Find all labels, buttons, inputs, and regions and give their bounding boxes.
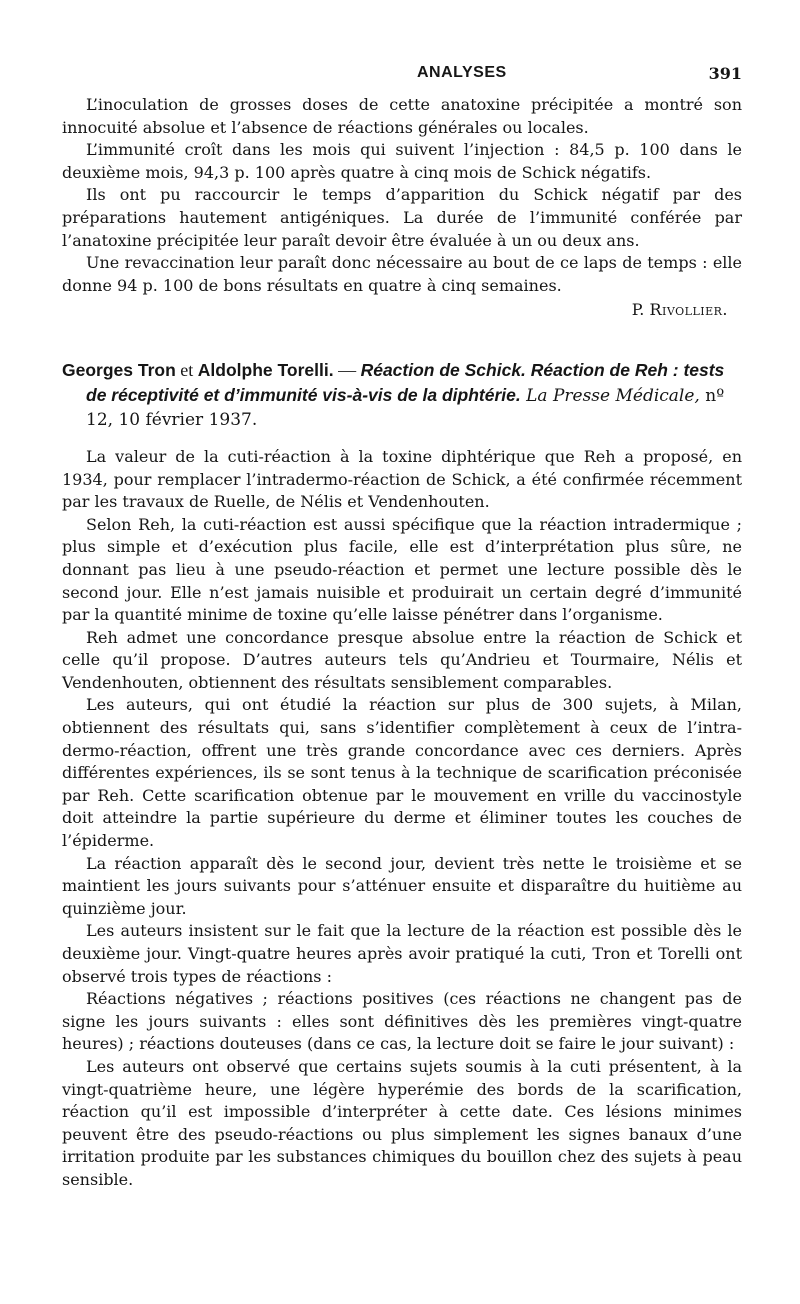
author-2: Aldolphe Torelli. <box>197 359 334 380</box>
author-conjunction: et <box>175 359 198 380</box>
paragraph: L’inoculation de grosses doses de cette anatoxine précipitée a montré son innocuité absolue et l’absence de réactions générales ou locales. <box>62 95 742 137</box>
paragraph: Reh admet une concordance presque absolue entre la réaction de Schick et celle qu’il propose. D’autres auteurs tels qu’Andrieu et Tourmaire, Nélis et Vendenhouten, obtiennent des résultats sensiblement comparables. <box>62 627 742 692</box>
bibliographic-reference <box>62 358 742 432</box>
paragraph: Selon Reh, la cuti-réaction est aussi spécifique que la réaction intradermique ; plus simple et d’exécution plus facile, elle est d’interprétation plus sûre, ne donnant pas lieu à une pseudo-réaction et permet une lecture possible dès le second jour. Elle n’est jamais nuisible et produirait un certain degré d’immunité par la quantité minime de toxine qu’elle laisse pénétrer dans l’organisme. <box>62 514 742 625</box>
paragraph: Les auteurs insistent sur le fait que la lecture de la réaction est possible dès le deuxième jour. Vingt-quatre heures après avoir pratiqué la cuti, Tron et Torelli ont observé trois types de réactions : <box>62 921 742 986</box>
signature-name: Rivollier. <box>649 300 728 320</box>
paragraph: La réaction apparaît dès le second jour, devient très nette le troisième et se maintient les jours suivants pour s’atténuer ensuite et disparaître du huitième au quinzième jour. <box>62 853 742 918</box>
paragraph: Les auteurs ont observé que certains sujets soumis à la cuti présentent, à la vingt-quatrième heure, une légère hyperémie des bords de la scarification, réaction qu’il est impossible d’interpréter à cette date. Ces lésions minimes peuvent être des pseudo-réactions ou plus simplement les signes banaux d’une irritation produite par les substances chimiques du bouillon chez des sujets à peau sensible. <box>62 1056 742 1189</box>
journal-name: La Presse Médicale, <box>526 385 700 406</box>
header-title: ANALYSES <box>417 64 507 81</box>
article-title: Réaction de Schick. Réaction de Reh : tests de réceptivité et d’immunité vis-à-vis de la diphtérie. <box>86 359 725 405</box>
review-body <box>62 446 742 1192</box>
page-number: 391 <box>708 64 742 83</box>
paragraph: Ils ont pu raccourcir le temps d’apparition du Schick négatif par des préparations hautement antigéniques. La durée de l’immunité conférée par l’anatoxine précipitée leur paraît devoir être évaluée à un ou deux ans. <box>62 185 742 250</box>
previous-review-section <box>62 94 742 322</box>
running-header <box>62 58 742 88</box>
paragraph: Les auteurs, qui ont étudié la réaction sur plus de 300 sujets, à Milan, obtiennent des résultats qui, sans s’identifier complètement à ceux de l’intra-dermo-réaction, offrent une très grande concordance avec ces derniers. Après différentes expériences, ils se sont tenus à la technique de scarification préconisée par Reh. Cette scarification obtenue par le mouvement en vrille du vaccinostyle doit atteindre la partie supérieure du derme et éliminer toutes les couches de l’épiderme. <box>62 695 742 851</box>
paragraph: Réactions négatives ; réactions positives (ces réactions ne changent pas de signe les jours suivants : elles sont définitives dès les premières vingt-quatre heures) ; réactions douteuses (dans ce cas, la lecture doit se faire le jour suivant) : <box>62 989 742 1054</box>
paragraph: La valeur de la cuti-réaction à la toxine diphtérique que Reh a proposé, en 1934, pour remplacer l’intradermo-réaction de Schick, a été confirmée récemment par les travaux de Ruelle, de Nélis et Vendenhouten. <box>62 446 742 512</box>
author-1: Georges Tron <box>62 359 176 380</box>
reviewer-signature <box>62 299 742 322</box>
paragraph: L’immunité croît dans les mois qui suivent l’injection : 84,5 p. 100 dans le deuxième mois, 94,3 p. 100 après quatre à cinq mois de Schick négatifs. <box>62 140 742 182</box>
signature-initial: P. <box>631 300 645 320</box>
paragraph: Une revaccination leur paraît donc nécessaire au bout de ce laps de temps : elle donne 94 p. 100 de bons résultats en quatre à cinq semaines. <box>62 253 742 295</box>
title-dash: — <box>333 359 361 380</box>
journal-issue: nº 12, 10 février 1937. <box>86 385 725 430</box>
